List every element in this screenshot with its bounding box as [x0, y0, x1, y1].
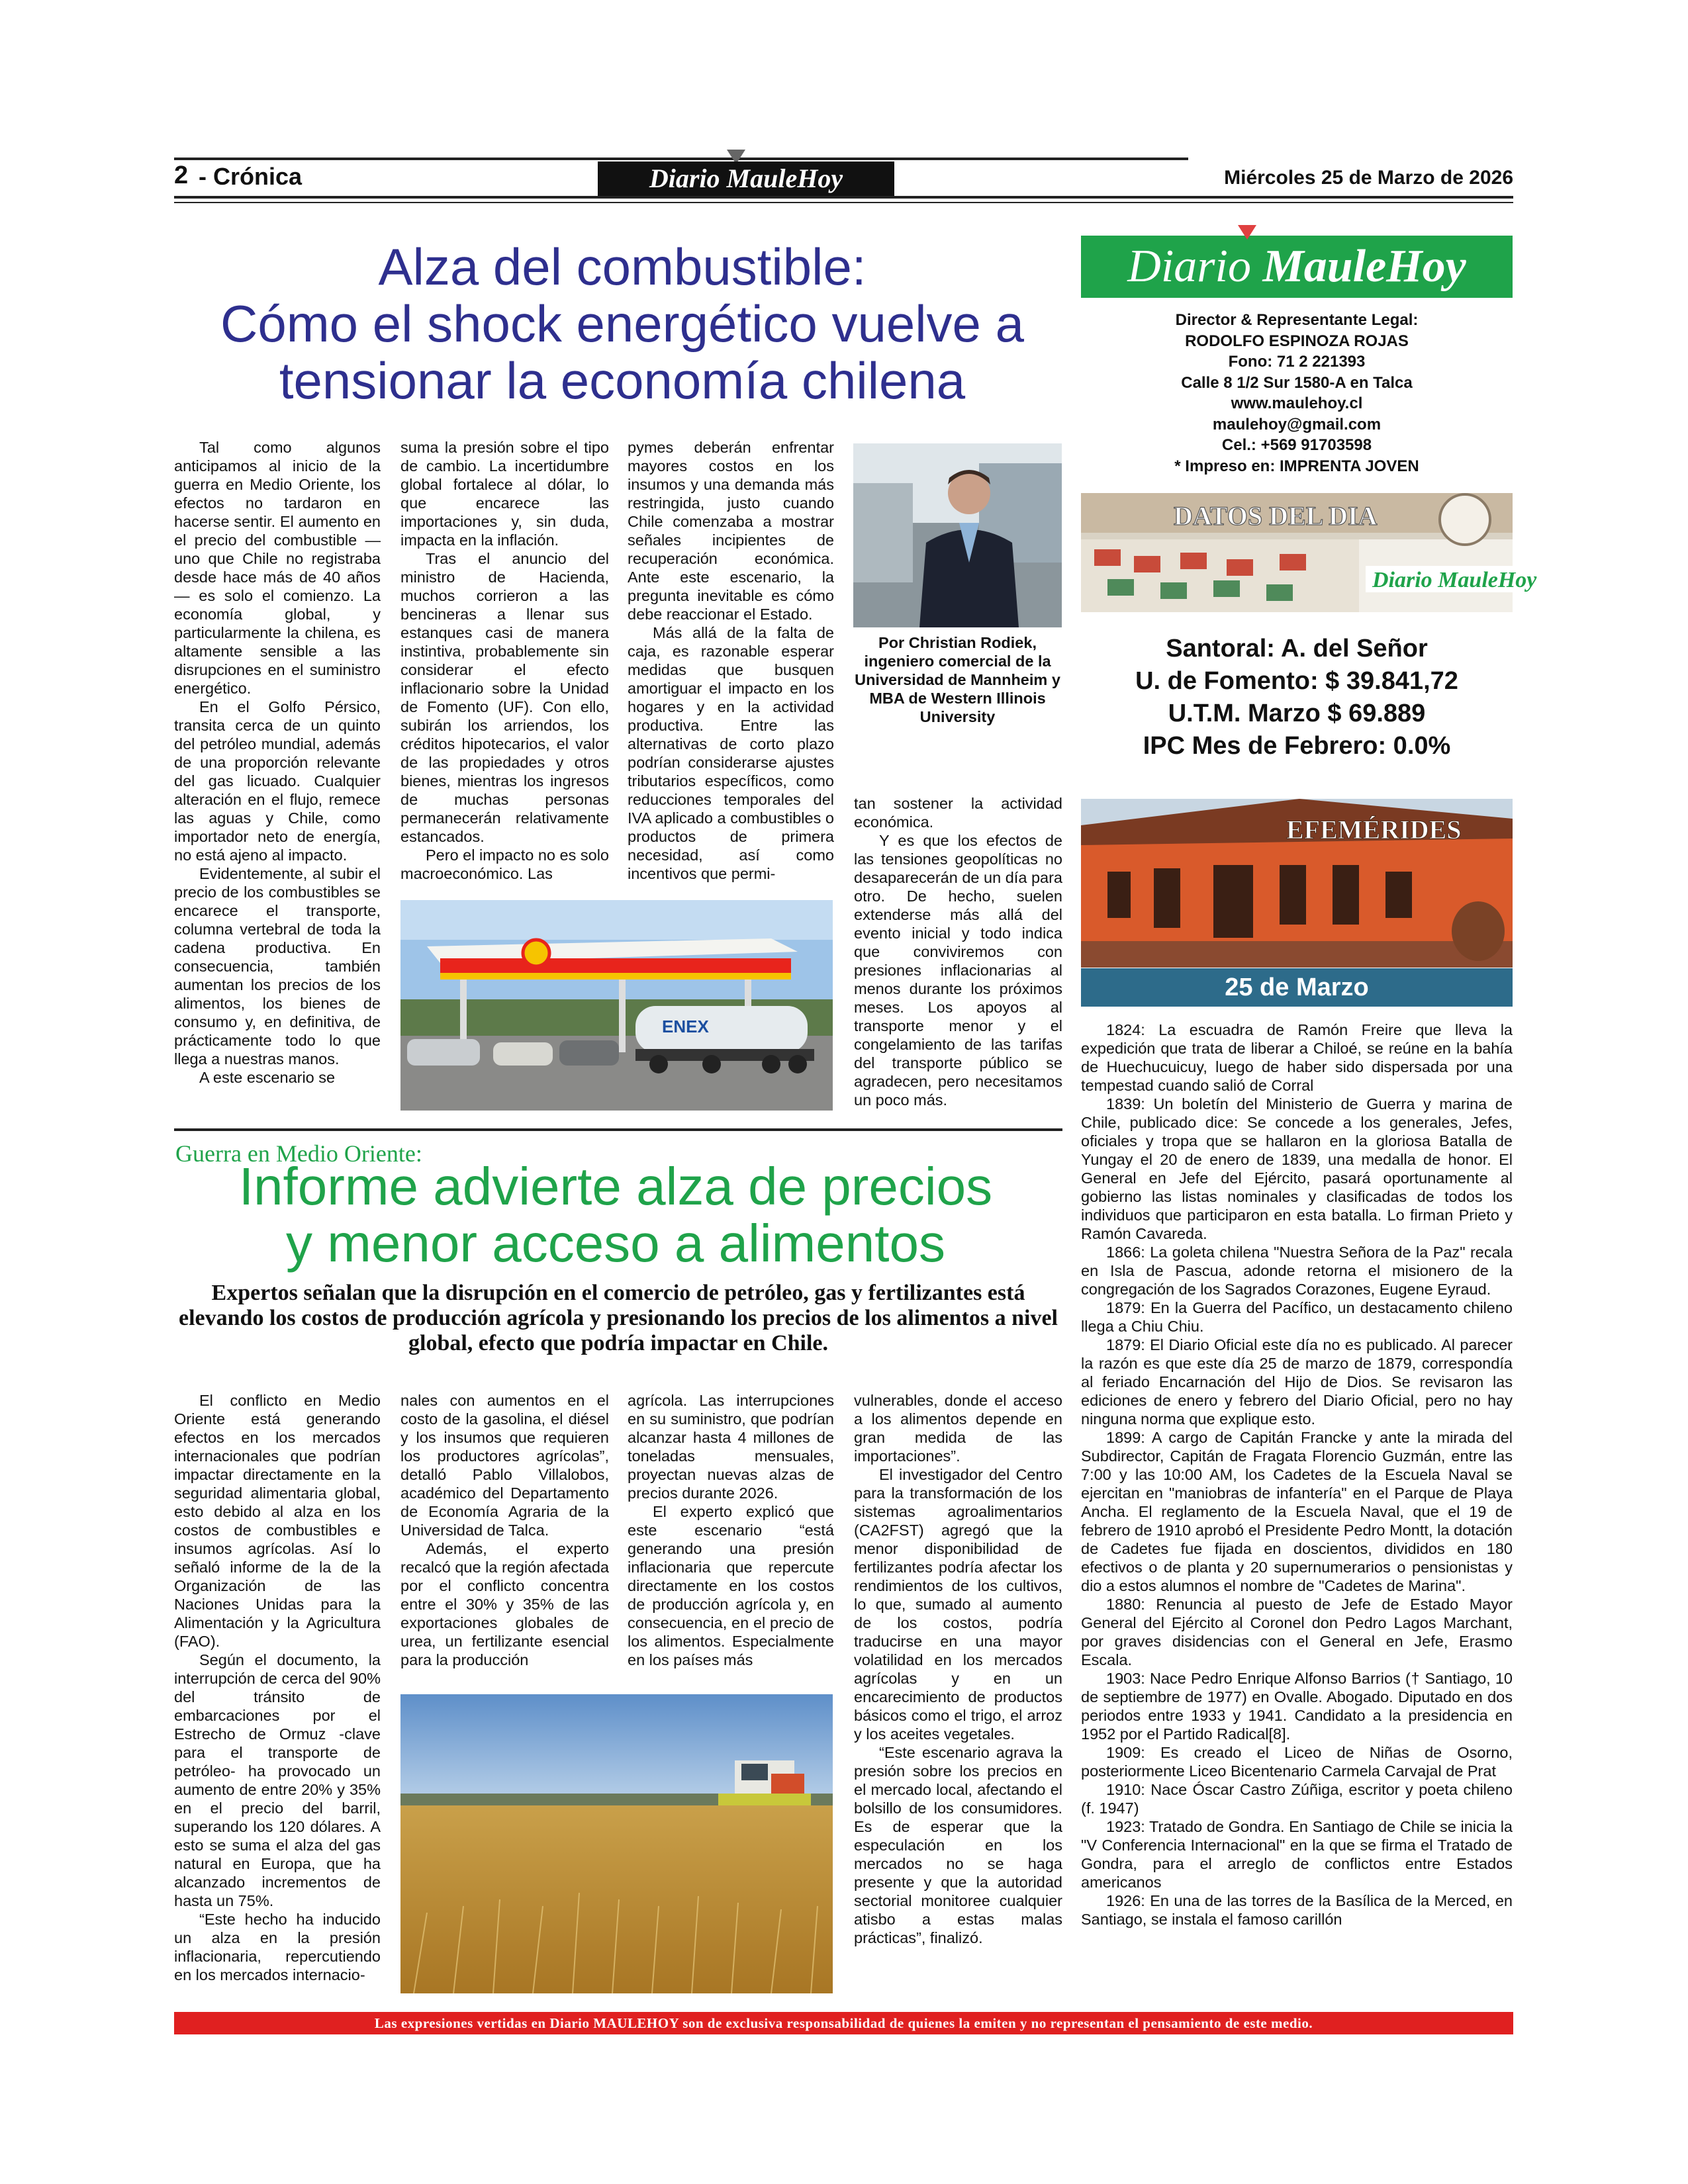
paragraph: suma la presión sobre el tipo de cambio. La incertidumbre global fortalece al dólar, lo que encarece las importaciones y, sin duda, impacta en la inflación.: [400, 439, 609, 549]
paragraph: agrícola. Las interrupciones en su suministro, que podrían alcanzar hasta 4 millones de toneladas mensuales, proyectan nuevas alzas de precios durante 2026.: [628, 1392, 834, 1502]
paragraph: El investigador del Centro para la transformación de los sistemas agroalimentarios (CA2FST) agregó que la menor disponibilidad de fertilizantes podría afectar los rendimientos de los cultivos, lo que, sumado al aumento de los costos, podría traducirse en una mayor volatilidad en los mercados agrícolas y en un encarecimiento de productos básicos como el trigo, el arroz y los aceites vegetales.: [854, 1466, 1062, 1743]
efemeride-item: 1926: En una de las torres de la Basílica de la Merced, en Santiago, se instala el famoso carillón: [1081, 1892, 1513, 1928]
article2-headline-line: y menor acceso a alimentos: [285, 1214, 945, 1273]
footer-disclaimer: Las expresiones vertidas en Diario MAULEHOY son de exclusiva responsabilidad de quienes la emiten y no representan el pensamiento de este medio.: [174, 2012, 1513, 2034]
efemeride-item: 1903: Nace Pedro Enrique Alfonso Barrios († Santiago, 10 de septiembre de 1977) en Ovalle. Abogado. Diputado en dos periodos entre 1933 y 1941. Candidato a la presidencia en 1952 por el Partido Radical[8].: [1081, 1670, 1513, 1743]
efemeride-item: 1910: Nace Óscar Castro Zúñiga, escritor y poeta chileno (f. 1947): [1081, 1781, 1513, 1817]
efemeride-item: 1923: Tratado de Gondra. En Santiago de Chile se inicia la "V Conferencia Internacional" en la que se firma el Tratado de Gondra, para el arreglo de conflictos entre Estados americanos: [1081, 1818, 1513, 1891]
fuel-station-photo: [400, 900, 833, 1111]
sidebar-logo-text: Diario: [1127, 241, 1263, 292]
efemeride-item: 1909: Es creado el Liceo de Niñas de Osorno, posteriormente Liceo Bicentenario Carmela Carvajal de Prat: [1081, 1744, 1513, 1780]
paragraph: pymes deberán enfrentar mayores costos en los insumos y una demanda más restringida, justo cuando Chile comenzaba a mostrar señales incipientes de recuperación económica. Ante este escenario, la pregunta inevitable es cómo debe reaccionar el Estado.: [628, 439, 834, 623]
contact-line: * Impreso en: IMPRENTA JOVEN: [1174, 457, 1419, 475]
efemeride-item: 1880: Renuncia al puesto de Jefe de Estado Mayor General del Ejército al Coronel don Pedro Lagos Marchant, por graves disidencias con el General en Jefe, Erasmo Escala.: [1081, 1596, 1513, 1668]
article2-lede: Expertos señalan que la disrupción en el comercio de petróleo, gas y fertilizantes está elevando los costos de producción agrícola y presionando los precios de los alimentos a nivel global, efecto que podría impactar en Chile.: [179, 1281, 1058, 1355]
contact-line: Director & Representante Legal:: [1175, 311, 1419, 329]
paragraph: En el Golfo Pérsico, transita cerca de un quinto del petróleo mundial, además de una proporción relevante del gas licuado. Cualquier alteración en el flujo, remece las aguas y Chile, como importador neto de energía, no está ajeno al impacto.: [174, 698, 381, 864]
efemeride-item: 1899: A cargo de Capitán Francke y ante la mirada del Subdirector, Capitán de Fragata Florencio Guzmán, entre las 7:00 y las 10:00 AM, los Cadetes de la Escuela Naval se ejercitan en "maniobras de infantería" en el Parque de Playa Ancha. El reglamento de la Escuela Naval, que el 19 de febrero de 1910 aprobó el Presidente Pedro Montt, la dotación de Cadetes fue fijada en doscientos, divididos en 180 efectivos o de planta y 20 supernumerarios o pensionistas y dio a estos alumnos el nombre de "Cadetes de Marina".: [1081, 1429, 1513, 1594]
efemerides-title: EFEMÉRIDES: [1286, 815, 1462, 844]
header-logo: Diario MauleHoy: [598, 161, 894, 196]
paragraph: El conflicto en Medio Oriente está generando efectos en los mercados internacionales que podrían impactar directamente en la seguridad alimentaria global, esto debido al alza en los costos de combustibles e insumos agrícolas. Así lo señaló informe de la de la Organización de las Naciones Unidas para la Alimentación y la Agricultura (FAO).: [174, 1392, 381, 1650]
efemeride-item: 1879: El Diario Oficial este día no es publicado. Al parecer la razón es que este día 25 de marzo de 1879, correspondía al feriado Encarnación del Hijo de Dios. Se revisaron las ediciones de enero y febrero del Diario Oficial, pero no hay ninguna norma que explique esto.: [1081, 1336, 1513, 1428]
contact-line: Cel.: +569 91703598: [1221, 436, 1372, 454]
article1-column-1: [174, 438, 381, 1120]
uf-value: U. de Fomento: $ 39.841,72: [1135, 667, 1458, 695]
article2-column-4: [854, 1391, 1062, 2000]
article1-byline: Por Christian Rodiek, ingeniero comercial de la Universidad de Mannheim y MBA de Western Illinois University: [855, 634, 1060, 725]
header-rule: [174, 158, 1188, 160]
paragraph: Evidentemente, al subir el precio de los combustibles se encarece el transporte, columna vertebral de toda la cadena productiva. En consecuencia, también aumentan los precios de los alimentos, los bienes de consumo y, en definitiva, de prácticamente todo lo que llega a nuestras manos.: [174, 865, 381, 1068]
efemeride-item: 1866: La goleta chilena "Nuestra Señora de la Paz" recala en Isla de Pascua, adonde retorna el misionero de la congregación de los Sagrados Corazones, Eugene Eyraud.: [1081, 1244, 1513, 1298]
page-number: 2: [174, 161, 189, 189]
header-rule-bottom-thin: [174, 202, 1513, 203]
tanker-label: ENEX: [662, 1017, 709, 1036]
santoral: Santoral: A. del Señor: [1166, 635, 1428, 662]
logo-marker-icon: [1238, 225, 1256, 240]
article2-column-1: [174, 1391, 381, 2000]
paragraph: Y es que los efectos de las tensiones geopolíticas no desaparecerán de un día para otro. De hecho, suelen extenderse más allá del evento inicial y todo indica que conviviremos con presiones inflacionarias al menos durante los próximos meses. Los apoyos al transporte menor y el congelamiento de las tarifas del transporte público se agradecen, pero necesitamos un poco más.: [854, 832, 1062, 1109]
article1-headline-line: tensionar la economía chilena: [279, 351, 966, 410]
utm-value: U.T.M. Marzo $ 69.889: [1168, 700, 1426, 727]
author-photo: [853, 443, 1062, 627]
paragraph: Tras el anuncio del ministro de Hacienda, muchos corrieron a las bencineras a llenar sus estanques casi de manera instintiva, probablemente sin considerar el efecto inflacionario sobre la Unidad de Fomento (UF). Con ello, subirán los arriendos, los créditos hipotecarios, el valor de las propiedades y otros bienes, mientras los ingresos de muchas personas permanecerán relativamente estancados.: [400, 550, 609, 845]
sidebar-logo: [1081, 236, 1513, 298]
paragraph: Tal como algunos anticipamos al inicio de la guerra en Medio Oriente, los efectos no tardaron en hacerse sentir. El aumento en el precio del combustible —uno que Chile no registraba desde hace más de 40 años— es solo el comienzo. La economía global, y particularmente la chilena, es altamente sensible a las disrupciones en el suministro energético.: [174, 439, 381, 697]
paragraph: “Este escenario agrava la presión sobre los precios en el mercado local, afectando el bolsillo de los consumidores. Es de esperar que la especulación en los mercados no se haga presente y que la autoridad sectorial monitoree cualquier atisbo a estas malas prácticas”, finalizó.: [854, 1744, 1062, 1946]
paragraph: “Este hecho ha inducido un alza en la presión inflacionaria, repercutiendo en los mercados internacio-: [174, 1911, 381, 1983]
article1-headline-line: Cómo el shock energético vuelve a: [220, 295, 1024, 353]
paragraph: Más allá de la falta de caja, es razonable esperar medidas que busquen amortiguar el impacto en los hogares y en la actividad productiva. Entre las alternativas de corto plazo podrían considerarse ajustes tributarios específicos, como reducciones temporales del IVA aplicado a combustibles o productos de primera necesidad, así como incentivos que permi-: [628, 624, 834, 882]
article2-column-2: [400, 1391, 609, 1689]
efemerides-banner: [1081, 799, 1513, 968]
article2-column-3: [628, 1391, 834, 1689]
contact-line: Calle 8 1/2 Sur 1580-A en Talca: [1181, 373, 1413, 392]
paragraph: vulnerables, donde el acceso a los alimentos depende en gran medida de las importaciones”.: [854, 1392, 1062, 1465]
paragraph: Pero el impacto no es solo macroeconómico. Las: [400, 846, 609, 882]
article1-headline-line: Alza del combustible:: [378, 238, 867, 296]
article1-column-3: [628, 438, 834, 895]
article1-column-2: [400, 438, 609, 895]
sidebar-contact-block: [1081, 310, 1513, 477]
efemerides-list: [1081, 1021, 1513, 2000]
article2-headline-line: Informe advierte alza de precios: [238, 1157, 993, 1216]
paragraph: tan sostener la actividad económica.: [854, 795, 1062, 831]
section-name: - Crónica: [199, 163, 303, 190]
datos-del-dia-title: DATOS DEL DIA: [1174, 501, 1378, 531]
datos-del-dia-banner: [1081, 493, 1537, 612]
sidebar-logo-text-bold: MauleHoy: [1262, 241, 1466, 292]
article1-column-4: [854, 794, 1062, 1122]
issue-date: Miércoles 25 de Marzo de 2026: [1224, 167, 1513, 189]
header-rule-bottom: [174, 196, 1513, 199]
paragraph: El experto explicó que este escenario “está generando una presión inflacionaria que repercute directamente en los costos de producción agrícola y, en consecuencia, en el precio de los alimentos. Especialmente en los países más: [628, 1503, 834, 1668]
contact-line: RODOLFO ESPINOZA ROJAS: [1185, 332, 1409, 350]
wheat-harvest-photo: [400, 1694, 833, 1993]
ipc-value: IPC Mes de Febrero: 0.0%: [1143, 732, 1451, 760]
article2-kicker: Guerra en Medio Oriente:: [175, 1140, 422, 1167]
contact-line: www.maulehoy.cl: [1231, 394, 1363, 412]
contact-line: maulehoy@gmail.com: [1212, 415, 1382, 433]
article2-headline: [172, 1158, 1059, 1272]
section-divider: [174, 1128, 1062, 1131]
efemeride-item: 1879: En la Guerra del Pacífico, un destacamento chileno llega a Chiu Chiu.: [1081, 1299, 1513, 1335]
banner-logo-text: Diario MauleHoy: [1372, 568, 1537, 592]
contact-line: Fono: 71 2 221393: [1228, 353, 1366, 371]
paragraph: Según el documento, la interrupción de cerca del 90% del tránsito de embarcaciones por el Estrecho de Ormuz -clave para el transporte de petróleo- ha provocado un aumento de entre 20% y 35% en el precio del barril, superando los 120 dólares. A esto se suma el alza del gas natural en Europa, que ha alcanzado incrementos de hasta un 75%.: [174, 1651, 381, 1909]
paragraph: nales con aumentos en el costo de la gasolina, el diésel y los insumos que requieren los productores agrícolas”, detalló Pablo Villalobos, académico del Departamento de Economía Agraria de la Universidad de Talca.: [400, 1392, 609, 1539]
efemerides-date: 25 de Marzo: [1081, 968, 1513, 1007]
paragraph: A este escenario se: [199, 1069, 336, 1086]
article1-headline: [159, 238, 1086, 409]
paragraph: Además, el experto recalcó que la región afectada por el conflicto concentra entre el 30% y 35% de las exportaciones globales de urea, un fertilizante esencial para la producción: [400, 1540, 609, 1668]
efemeride-item: 1824: La escuadra de Ramón Freire que lleva la expedición que trata de liberar a Chiloé, se reúne en la bahía de Huechucuicuy, luego de haber sido dispersada por una tempestad cuando salió de Corral: [1081, 1021, 1513, 1094]
efemeride-item: 1839: Un boletín del Ministerio de Guerra y marina de Chile, publicado dice: Se concede a los generales, Jefes, oficiales y tropa que se hallaron en la gloriosa Batalla de Yungay el 20 de enero de 1839, una medalla de honor. El General en Jefe del Ejército, pasará oportunamente al gobierno las listas nominales y clasificadas de todos los individuos que participaron en esta batalla. Lo firman Prieto y Ramón Cavareda.: [1081, 1095, 1513, 1242]
